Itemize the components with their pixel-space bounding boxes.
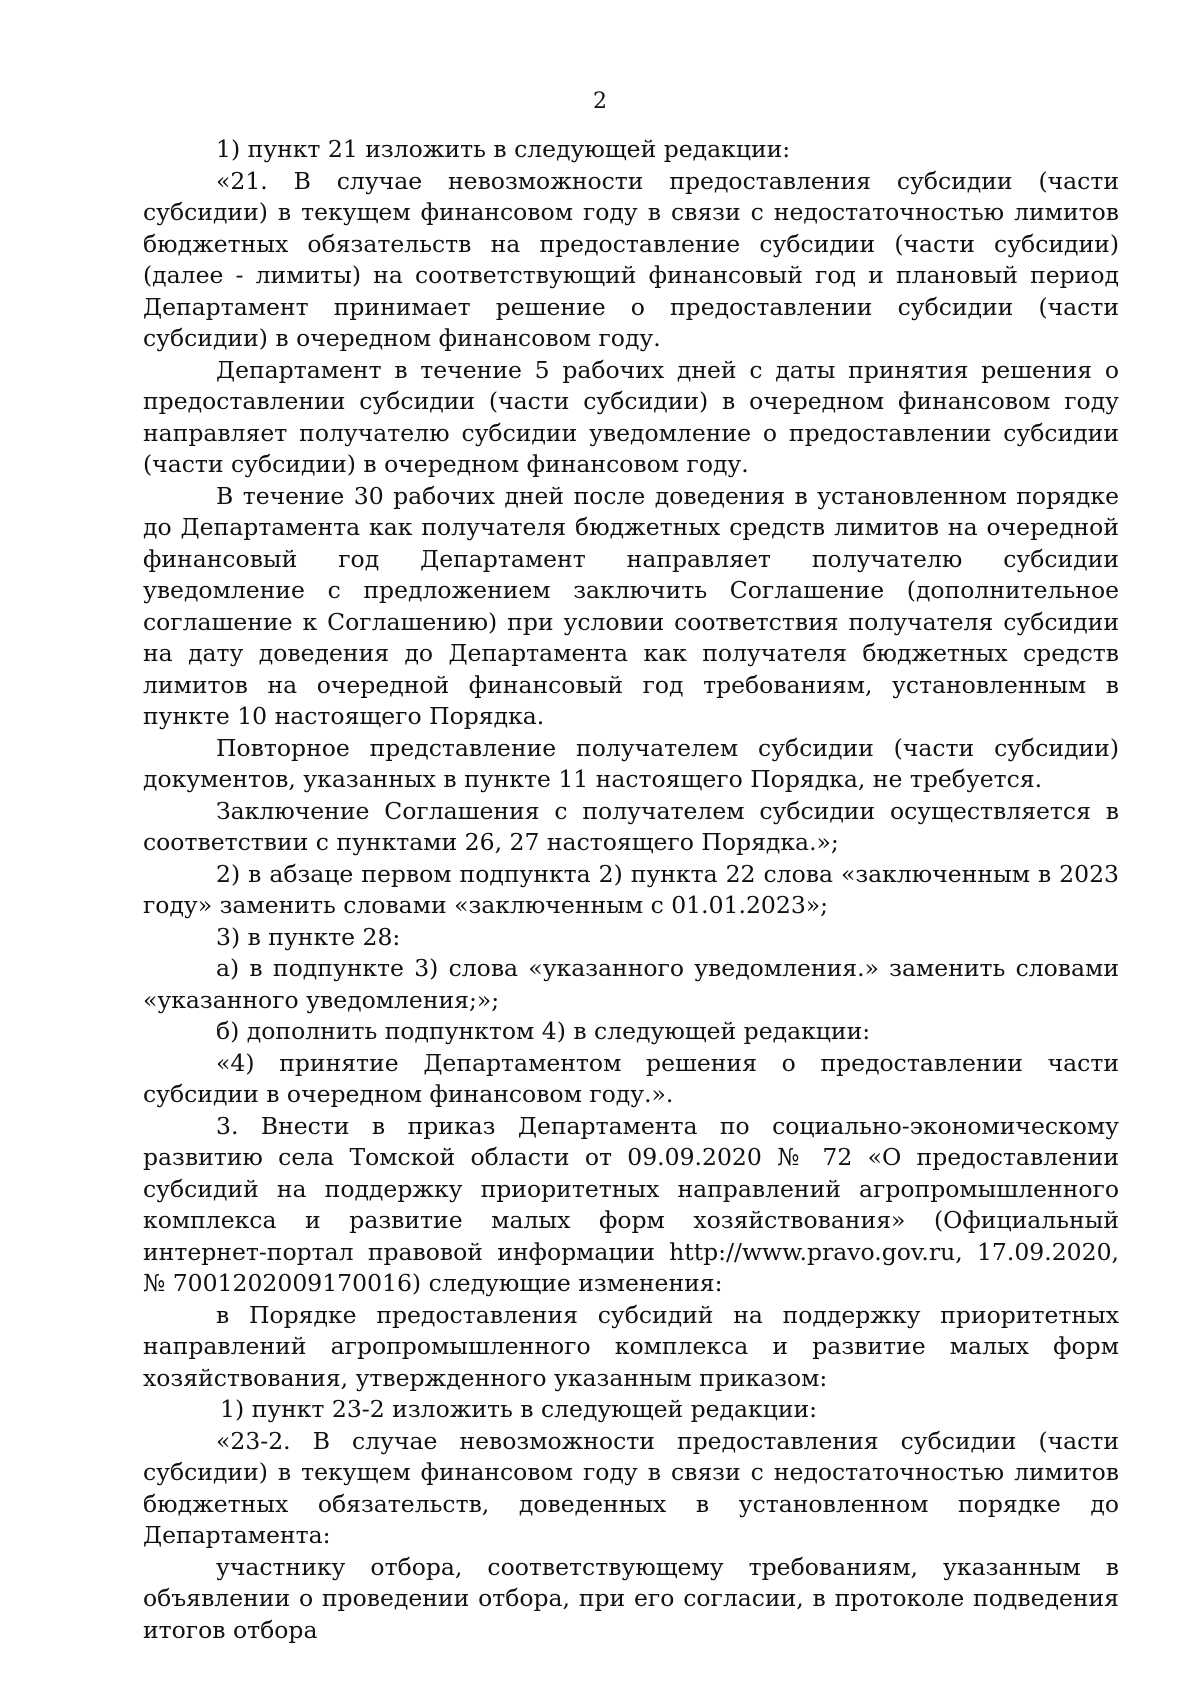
paragraph: 3) в пункте 28: [216, 922, 401, 951]
paragraph: участнику отбора, соответствующему требованиям, указанным в объявлении о проведении отбора, при его согласии, в протоколе подведения итогов отбора [143, 1552, 1119, 1644]
paragraph: Департамент в течение 5 рабочих дней с даты принятия решения о предоставлении субсидии (части субсидии) в очередном финансовом году направляет получателю субсидии уведомление о предоставлении субсидии (части субсидии) в очередном финансовом году. [143, 355, 1119, 478]
document-body [143, 134, 1119, 1646]
paragraph: б) дополнить подпунктом 4) в следующей редакции: [216, 1017, 871, 1045]
paragraph: а) в подпункте 3) слова «указанного уведомления.» заменить словами «указанного уведомления;»; [143, 954, 1119, 1014]
paragraph: «4) принятие Департаментом решения о предоставлении части субсидии в очередном финансовом году.». [143, 1048, 1119, 1108]
paragraph: 3. Внести в приказ Департамента по социально-экономическому развитию села Томской области от 09.09.2020 № 72 «О предоставлении субсидий на поддержку приоритетных направлений агропромышленного комплекса и развитие малых форм хозяйствования» (Официальный интернет-портал правовой информации http://www.pravo.gov.ru, 17.09.2020, № 7001202009170016) следующие изменения: [143, 1111, 1119, 1297]
paragraph: в Порядке предоставления субсидий на поддержку приоритетных направлений агропромышленного комплекса и развитие малых форм хозяйствования, утвержденного указанным приказом: [143, 1300, 1119, 1392]
paragraph: 1) пункт 23-2 изложить в следующей редакции: [220, 1395, 818, 1423]
paragraph: «23-2. В случае невозможности предоставления субсидии (части субсидии) в текущем финансовом году в связи с недостаточностью лимитов бюджетных обязательств, доведенных в установленном порядке до Департамента: [143, 1426, 1119, 1549]
paragraph: 1) пункт 21 изложить в следующей редакции: [216, 135, 791, 163]
paragraph: Заключение Соглашения с получателем субсидии осуществляется в соответствии с пунктами 26, 27 настоящего Порядка.»; [143, 796, 1119, 856]
paragraph: Повторное представление получателем субсидии (части субсидии) документов, указанных в пункте 11 настоящего Порядка, не требуется. [143, 733, 1119, 793]
paragraph: «21. В случае невозможности предоставления субсидии (части субсидии) в текущем финансовом году в связи с недостаточностью лимитов бюджетных обязательств на предоставление субсидии (части субсидии) (далее - лимиты) на соответствующий финансовый год и плановый период Департамент принимает решение о предоставлении субсидии (части субсидии) в очередном финансовом году. [143, 166, 1119, 352]
paragraph: В течение 30 рабочих дней после доведения в установленном порядке до Департамента как получателя бюджетных средств лимитов на очередной финансовый год Департамент направляет получателю субсидии уведомление с предложением заключить Соглашение (дополнительное соглашение к Соглашению) при условии соответствия получателя субсидии на дату доведения до Департамента как получателя бюджетных средств лимитов на очередной финансовый год требованиям, установленным в пункте 10 настоящего Порядка. [143, 481, 1119, 730]
paragraph: 2) в абзаце первом подпункта 2) пункта 22 слова «заключенным в 2023 году» заменить словами «заключенным с 01.01.2023»; [143, 859, 1119, 919]
page-number: 2 [593, 89, 607, 114]
